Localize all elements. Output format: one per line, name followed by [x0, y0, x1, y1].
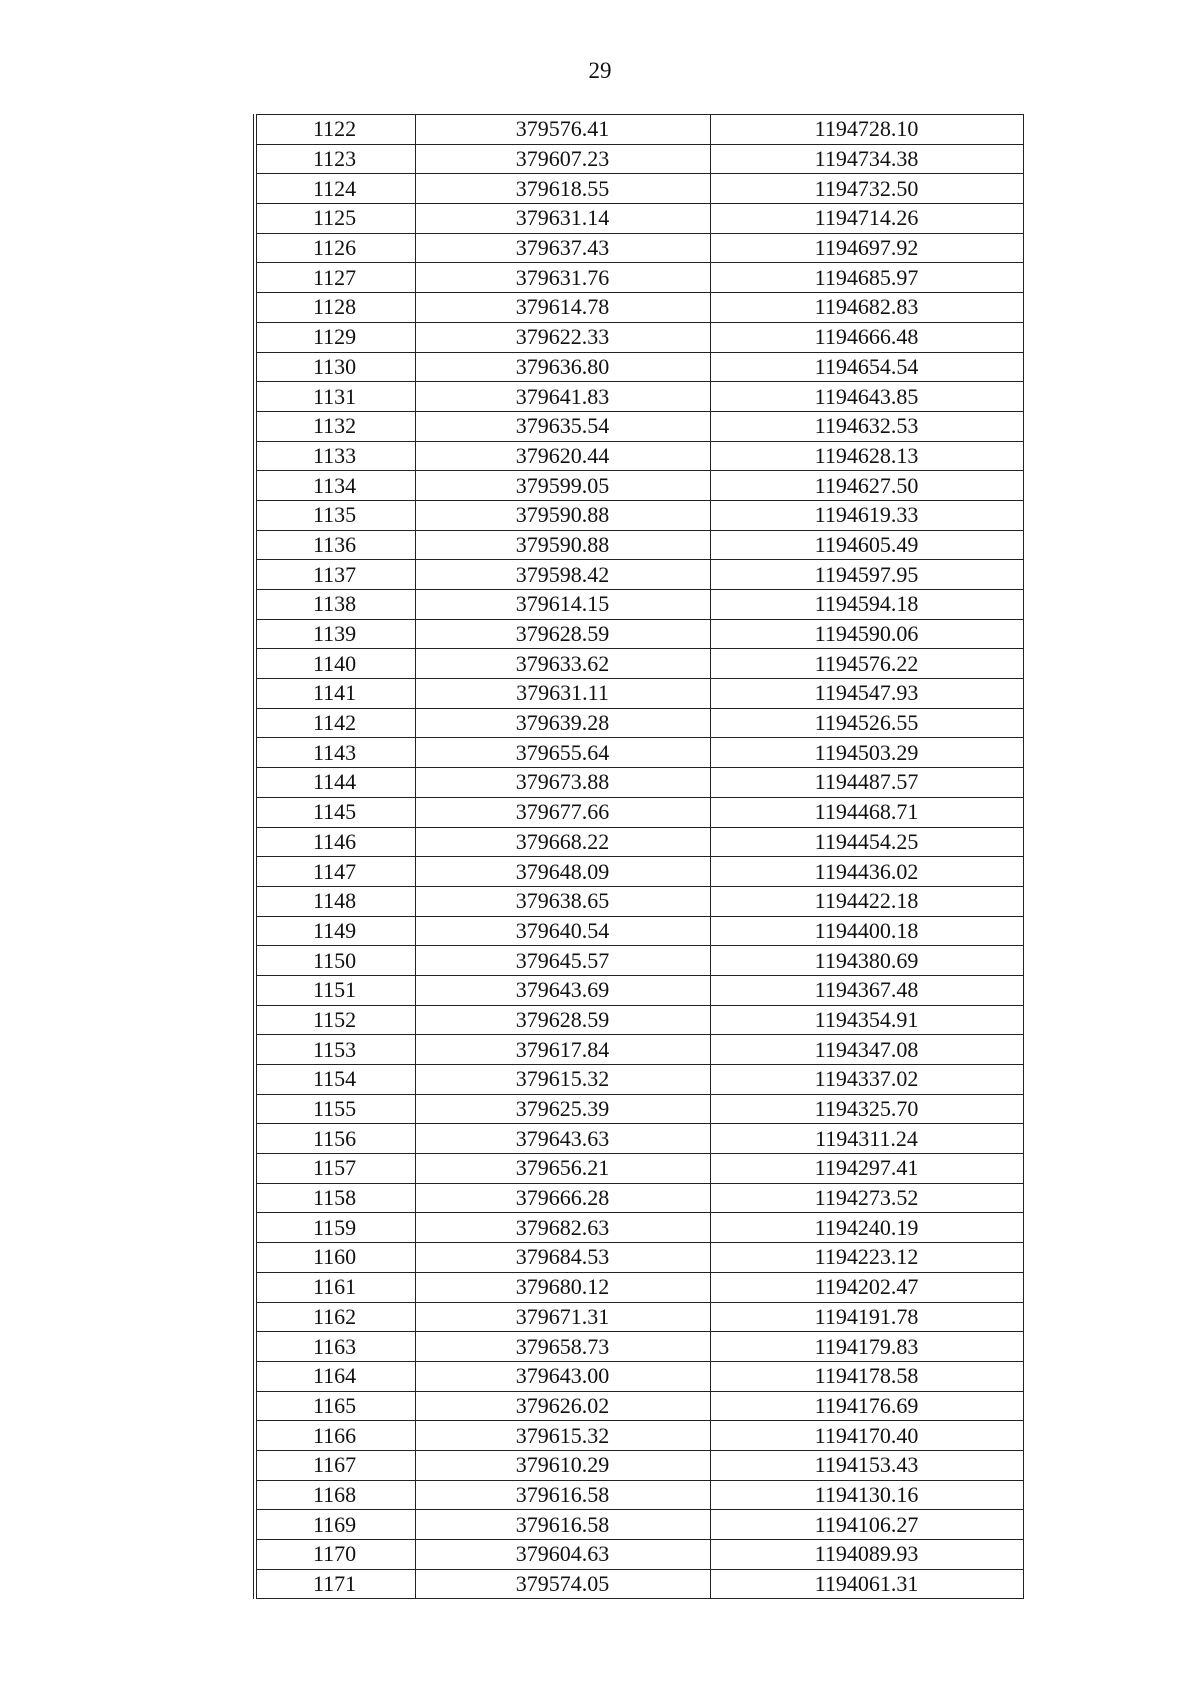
y-coordinate-cell: 1194325.70 [710, 1094, 1023, 1124]
point-number-cell: 1166 [255, 1421, 415, 1451]
x-coordinate-cell: 379635.54 [415, 411, 710, 441]
y-coordinate-cell: 1194682.83 [710, 293, 1023, 323]
table-row [255, 1569, 1023, 1599]
point-number-cell: 1155 [255, 1094, 415, 1124]
point-number-cell: 1133 [255, 441, 415, 471]
y-coordinate-cell: 1194297.41 [710, 1154, 1023, 1184]
coordinates-table [253, 114, 1024, 1599]
y-coordinate-cell: 1194223.12 [710, 1243, 1023, 1273]
x-coordinate-cell: 379607.23 [415, 144, 710, 174]
y-coordinate-cell: 1194734.38 [710, 144, 1023, 174]
point-number-cell: 1130 [255, 352, 415, 382]
y-coordinate-cell: 1194153.43 [710, 1450, 1023, 1480]
point-number-cell: 1164 [255, 1361, 415, 1391]
table-row [255, 1005, 1023, 1035]
point-number-cell: 1131 [255, 382, 415, 412]
point-number-cell: 1145 [255, 797, 415, 827]
x-coordinate-cell: 379684.53 [415, 1243, 710, 1273]
x-coordinate-cell: 379590.88 [415, 530, 710, 560]
point-number-cell: 1153 [255, 1035, 415, 1065]
x-coordinate-cell: 379590.88 [415, 500, 710, 530]
point-number-cell: 1157 [255, 1154, 415, 1184]
x-coordinate-cell: 379598.42 [415, 560, 710, 590]
y-coordinate-cell: 1194176.69 [710, 1391, 1023, 1421]
x-coordinate-cell: 379615.32 [415, 1421, 710, 1451]
x-coordinate-cell: 379625.39 [415, 1094, 710, 1124]
point-number-cell: 1163 [255, 1332, 415, 1362]
point-number-cell: 1125 [255, 204, 415, 234]
table-row [255, 204, 1023, 234]
x-coordinate-cell: 379668.22 [415, 827, 710, 857]
point-number-cell: 1141 [255, 679, 415, 709]
y-coordinate-cell: 1194526.55 [710, 708, 1023, 738]
point-number-cell: 1149 [255, 916, 415, 946]
y-coordinate-cell: 1194380.69 [710, 946, 1023, 976]
point-number-cell: 1138 [255, 590, 415, 620]
table-row [255, 441, 1023, 471]
table-row [255, 471, 1023, 501]
y-coordinate-cell: 1194273.52 [710, 1183, 1023, 1213]
x-coordinate-cell: 379637.43 [415, 233, 710, 263]
table-row [255, 115, 1023, 145]
point-number-cell: 1167 [255, 1450, 415, 1480]
table-row [255, 1450, 1023, 1480]
x-coordinate-cell: 379622.33 [415, 322, 710, 352]
y-coordinate-cell: 1194178.58 [710, 1361, 1023, 1391]
point-number-cell: 1171 [255, 1569, 415, 1599]
table-row [255, 1391, 1023, 1421]
y-coordinate-cell: 1194337.02 [710, 1065, 1023, 1095]
table-row [255, 946, 1023, 976]
x-coordinate-cell: 379576.41 [415, 115, 710, 145]
point-number-cell: 1134 [255, 471, 415, 501]
y-coordinate-cell: 1194422.18 [710, 886, 1023, 916]
y-coordinate-cell: 1194400.18 [710, 916, 1023, 946]
y-coordinate-cell: 1194627.50 [710, 471, 1023, 501]
x-coordinate-cell: 379639.28 [415, 708, 710, 738]
x-coordinate-cell: 379604.63 [415, 1540, 710, 1570]
point-number-cell: 1160 [255, 1243, 415, 1273]
y-coordinate-cell: 1194170.40 [710, 1421, 1023, 1451]
x-coordinate-cell: 379628.59 [415, 619, 710, 649]
point-number-cell: 1170 [255, 1540, 415, 1570]
x-coordinate-cell: 379666.28 [415, 1183, 710, 1213]
table-row [255, 1510, 1023, 1540]
table-row [255, 1272, 1023, 1302]
x-coordinate-cell: 379682.63 [415, 1213, 710, 1243]
point-number-cell: 1169 [255, 1510, 415, 1540]
table-row [255, 233, 1023, 263]
point-number-cell: 1152 [255, 1005, 415, 1035]
table-row [255, 1332, 1023, 1362]
point-number-cell: 1156 [255, 1124, 415, 1154]
y-coordinate-cell: 1194547.93 [710, 679, 1023, 709]
y-coordinate-cell: 1194728.10 [710, 115, 1023, 145]
table-row [255, 679, 1023, 709]
table-row [255, 857, 1023, 887]
table-row [255, 322, 1023, 352]
y-coordinate-cell: 1194632.53 [710, 411, 1023, 441]
x-coordinate-cell: 379615.32 [415, 1065, 710, 1095]
table-row [255, 1124, 1023, 1154]
table-row [255, 768, 1023, 798]
x-coordinate-cell: 379673.88 [415, 768, 710, 798]
point-number-cell: 1165 [255, 1391, 415, 1421]
y-coordinate-cell: 1194714.26 [710, 204, 1023, 234]
table-row [255, 382, 1023, 412]
table-row [255, 1065, 1023, 1095]
y-coordinate-cell: 1194347.08 [710, 1035, 1023, 1065]
y-coordinate-cell: 1194130.16 [710, 1480, 1023, 1510]
x-coordinate-cell: 379680.12 [415, 1272, 710, 1302]
x-coordinate-cell: 379641.83 [415, 382, 710, 412]
y-coordinate-cell: 1194697.92 [710, 233, 1023, 263]
y-coordinate-cell: 1194354.91 [710, 1005, 1023, 1035]
page-number: 29 [588, 58, 612, 83]
x-coordinate-cell: 379643.00 [415, 1361, 710, 1391]
x-coordinate-cell: 379617.84 [415, 1035, 710, 1065]
y-coordinate-cell: 1194732.50 [710, 174, 1023, 204]
point-number-cell: 1126 [255, 233, 415, 263]
point-number-cell: 1158 [255, 1183, 415, 1213]
x-coordinate-cell: 379631.14 [415, 204, 710, 234]
x-coordinate-cell: 379620.44 [415, 441, 710, 471]
point-number-cell: 1159 [255, 1213, 415, 1243]
y-coordinate-cell: 1194311.24 [710, 1124, 1023, 1154]
table-row [255, 293, 1023, 323]
table-row [255, 1540, 1023, 1570]
point-number-cell: 1136 [255, 530, 415, 560]
point-number-cell: 1151 [255, 975, 415, 1005]
y-coordinate-cell: 1194597.95 [710, 560, 1023, 590]
point-number-cell: 1148 [255, 886, 415, 916]
point-number-cell: 1129 [255, 322, 415, 352]
table-row [255, 174, 1023, 204]
point-number-cell: 1139 [255, 619, 415, 649]
y-coordinate-cell: 1194191.78 [710, 1302, 1023, 1332]
table-row [255, 144, 1023, 174]
point-number-cell: 1146 [255, 827, 415, 857]
table-row [255, 560, 1023, 590]
table-row [255, 619, 1023, 649]
x-coordinate-cell: 379614.15 [415, 590, 710, 620]
x-coordinate-cell: 379628.59 [415, 1005, 710, 1035]
table-row [255, 1361, 1023, 1391]
point-number-cell: 1154 [255, 1065, 415, 1095]
table-row [255, 1154, 1023, 1184]
table-row [255, 352, 1023, 382]
point-number-cell: 1142 [255, 708, 415, 738]
table-row [255, 1480, 1023, 1510]
x-coordinate-cell: 379643.63 [415, 1124, 710, 1154]
y-coordinate-cell: 1194240.19 [710, 1213, 1023, 1243]
point-number-cell: 1124 [255, 174, 415, 204]
table-row [255, 500, 1023, 530]
point-number-cell: 1162 [255, 1302, 415, 1332]
table-row [255, 1094, 1023, 1124]
x-coordinate-cell: 379631.11 [415, 679, 710, 709]
x-coordinate-cell: 379614.78 [415, 293, 710, 323]
table-row [255, 738, 1023, 768]
y-coordinate-cell: 1194590.06 [710, 619, 1023, 649]
point-number-cell: 1132 [255, 411, 415, 441]
point-number-cell: 1140 [255, 649, 415, 679]
y-coordinate-cell: 1194367.48 [710, 975, 1023, 1005]
table-row [255, 1035, 1023, 1065]
table-row [255, 649, 1023, 679]
y-coordinate-cell: 1194061.31 [710, 1569, 1023, 1599]
x-coordinate-cell: 379618.55 [415, 174, 710, 204]
coordinates-table-body [255, 115, 1023, 1599]
y-coordinate-cell: 1194643.85 [710, 382, 1023, 412]
table-row [255, 1183, 1023, 1213]
table-row [255, 916, 1023, 946]
x-coordinate-cell: 379599.05 [415, 471, 710, 501]
table-row [255, 411, 1023, 441]
x-coordinate-cell: 379677.66 [415, 797, 710, 827]
point-number-cell: 1128 [255, 293, 415, 323]
x-coordinate-cell: 379610.29 [415, 1450, 710, 1480]
y-coordinate-cell: 1194202.47 [710, 1272, 1023, 1302]
x-coordinate-cell: 379671.31 [415, 1302, 710, 1332]
x-coordinate-cell: 379633.62 [415, 649, 710, 679]
x-coordinate-cell: 379638.65 [415, 886, 710, 916]
x-coordinate-cell: 379655.64 [415, 738, 710, 768]
x-coordinate-cell: 379636.80 [415, 352, 710, 382]
y-coordinate-cell: 1194666.48 [710, 322, 1023, 352]
table-row [255, 975, 1023, 1005]
y-coordinate-cell: 1194619.33 [710, 500, 1023, 530]
point-number-cell: 1161 [255, 1272, 415, 1302]
point-number-cell: 1168 [255, 1480, 415, 1510]
y-coordinate-cell: 1194454.25 [710, 827, 1023, 857]
y-coordinate-cell: 1194436.02 [710, 857, 1023, 887]
point-number-cell: 1127 [255, 263, 415, 293]
table-row [255, 886, 1023, 916]
y-coordinate-cell: 1194685.97 [710, 263, 1023, 293]
y-coordinate-cell: 1194106.27 [710, 1510, 1023, 1540]
x-coordinate-cell: 379645.57 [415, 946, 710, 976]
table-row [255, 1302, 1023, 1332]
table-row [255, 590, 1023, 620]
x-coordinate-cell: 379658.73 [415, 1332, 710, 1362]
y-coordinate-cell: 1194576.22 [710, 649, 1023, 679]
y-coordinate-cell: 1194487.57 [710, 768, 1023, 798]
table-row [255, 708, 1023, 738]
point-number-cell: 1122 [255, 115, 415, 145]
point-number-cell: 1135 [255, 500, 415, 530]
y-coordinate-cell: 1194468.71 [710, 797, 1023, 827]
y-coordinate-cell: 1194605.49 [710, 530, 1023, 560]
table-row [255, 1243, 1023, 1273]
table-row [255, 1213, 1023, 1243]
x-coordinate-cell: 379640.54 [415, 916, 710, 946]
table-row [255, 263, 1023, 293]
y-coordinate-cell: 1194503.29 [710, 738, 1023, 768]
y-coordinate-cell: 1194179.83 [710, 1332, 1023, 1362]
table-row [255, 797, 1023, 827]
x-coordinate-cell: 379574.05 [415, 1569, 710, 1599]
table-row [255, 1421, 1023, 1451]
x-coordinate-cell: 379631.76 [415, 263, 710, 293]
x-coordinate-cell: 379643.69 [415, 975, 710, 1005]
point-number-cell: 1137 [255, 560, 415, 590]
x-coordinate-cell: 379626.02 [415, 1391, 710, 1421]
point-number-cell: 1147 [255, 857, 415, 887]
point-number-cell: 1144 [255, 768, 415, 798]
y-coordinate-cell: 1194089.93 [710, 1540, 1023, 1570]
x-coordinate-cell: 379648.09 [415, 857, 710, 887]
point-number-cell: 1143 [255, 738, 415, 768]
y-coordinate-cell: 1194628.13 [710, 441, 1023, 471]
point-number-cell: 1150 [255, 946, 415, 976]
x-coordinate-cell: 379656.21 [415, 1154, 710, 1184]
x-coordinate-cell: 379616.58 [415, 1510, 710, 1540]
y-coordinate-cell: 1194594.18 [710, 590, 1023, 620]
table-row [255, 827, 1023, 857]
y-coordinate-cell: 1194654.54 [710, 352, 1023, 382]
x-coordinate-cell: 379616.58 [415, 1480, 710, 1510]
table-row [255, 530, 1023, 560]
point-number-cell: 1123 [255, 144, 415, 174]
